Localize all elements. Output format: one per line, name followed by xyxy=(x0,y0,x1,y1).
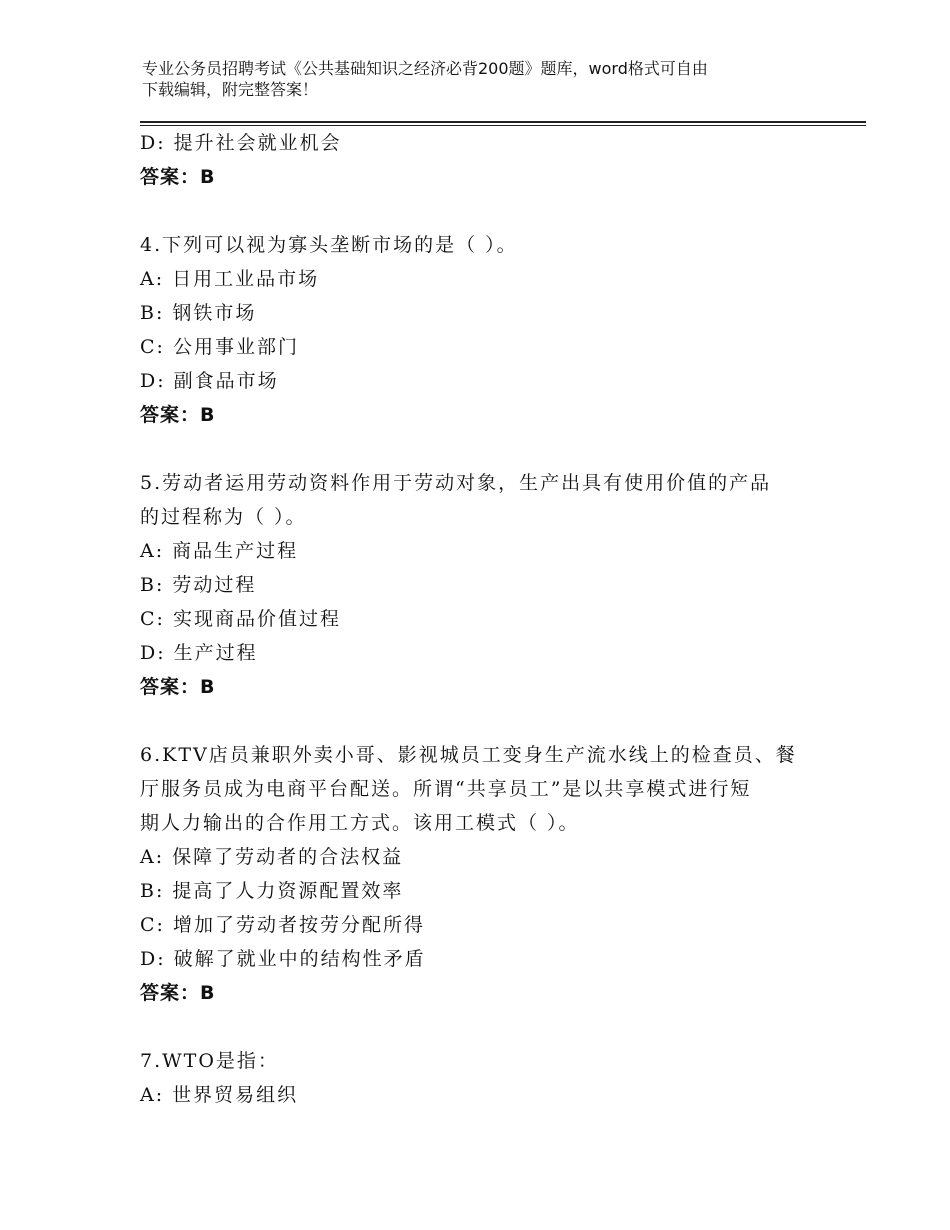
question-stem: 4.下列可以视为寡头垄断市场的是（ ）。 xyxy=(140,234,518,256)
page-header xyxy=(142,58,822,100)
option-d: D: 生产过程 xyxy=(140,642,258,664)
spacer xyxy=(140,1010,820,1044)
answer-line: 答案：B xyxy=(140,676,216,698)
header-line-2: 下载编辑，附完整答案！ xyxy=(142,80,319,99)
spacer xyxy=(140,432,820,466)
header-rule xyxy=(140,121,866,123)
question-5 xyxy=(140,466,820,704)
answer-line: 答案：B xyxy=(140,166,216,188)
option-a: A: 商品生产过程 xyxy=(140,540,299,562)
answer-line: 答案：B xyxy=(140,404,216,426)
question-stem: 的过程称为（ ）。 xyxy=(140,506,307,528)
question-stem: 期人力输出的合作用工方式。该用工模式（ ）。 xyxy=(140,812,580,834)
question-stem: 5.劳动者运用劳动资料作用于劳动对象，生产出具有使用价值的产品 xyxy=(140,472,772,494)
header-line-1: 专业公务员招聘考试《公共基础知识之经济必背200题》题库，word格式可自由 xyxy=(142,59,708,78)
option-c: C: 实现商品价值过程 xyxy=(140,608,341,630)
spacer xyxy=(140,704,820,738)
option-b: B: 劳动过程 xyxy=(140,574,257,596)
option-a: A: 世界贸易组织 xyxy=(140,1084,299,1106)
option-b: B: 提高了人力资源配置效率 xyxy=(140,880,404,902)
question-4 xyxy=(140,228,820,432)
question-stem: 7.WTO是指： xyxy=(140,1050,279,1072)
question-stem: 6.KTV店员兼职外卖小哥、影视城员工变身生产流水线上的检查员、餐 xyxy=(140,744,797,766)
option-d: D: 提升社会就业机会 xyxy=(140,132,342,154)
question-6 xyxy=(140,738,820,1010)
option-a: A: 保障了劳动者的合法权益 xyxy=(140,846,404,868)
option-d: D: 破解了就业中的结构性矛盾 xyxy=(140,948,426,970)
answer-line: 答案：B xyxy=(140,982,216,1004)
question-stem: 厅服务员成为电商平台配送。所谓“共享员工”是以共享模式进行短 xyxy=(140,778,752,800)
option-d: D: 副食品市场 xyxy=(140,370,279,392)
option-c: C: 公用事业部门 xyxy=(140,336,299,358)
option-b: B: 钢铁市场 xyxy=(140,302,257,324)
spacer xyxy=(140,194,820,228)
option-a: A: 日用工业品市场 xyxy=(140,268,320,290)
option-c: C: 增加了劳动者按劳分配所得 xyxy=(140,914,425,936)
question-content xyxy=(140,126,820,1112)
question-7 xyxy=(140,1044,820,1112)
